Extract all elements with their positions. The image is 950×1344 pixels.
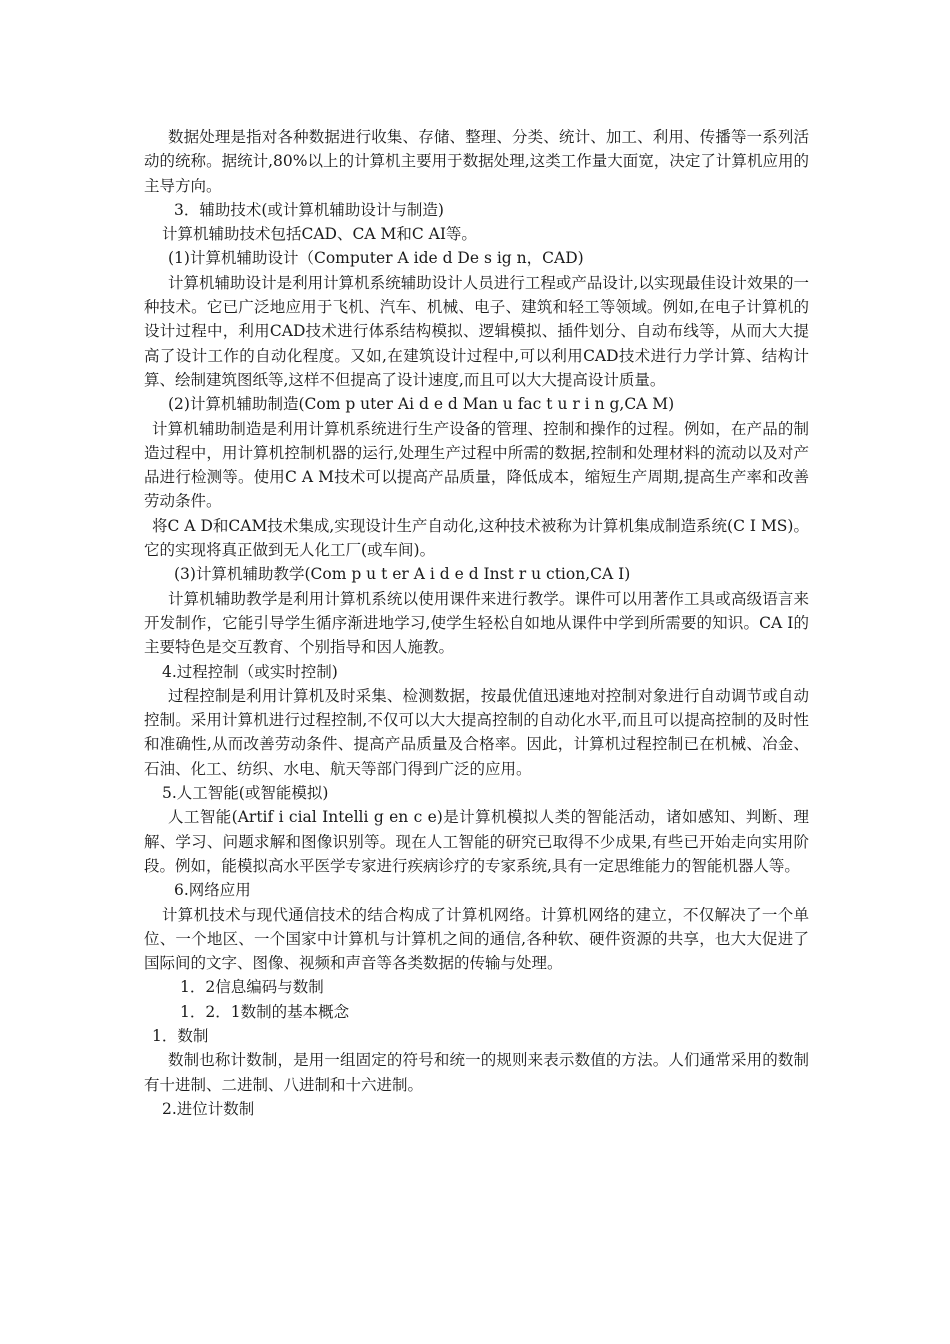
paragraph: 计算机辅助设计是利用计算机系统辅助设计人员进行工程或产品设计,以实现最佳设计效果的一种技术。它已广泛地应用于飞机、汽车、机械、电子、建筑和轻工等领域。例如,在电子计算机的设计过程中，利用CAD技术进行体系结构模拟、逻辑模拟、插件划分、自动布线等，从而大大提高了设计工作的自动化程度。又如,在建筑设计过程中,可以利用CAD技术进行力学计算、结构计算、绘制建筑图纸等,这样不但提高了设计速度,而且可以大大提高设计质量。: [144, 273, 809, 389]
paragraph: 过程控制是利用计算机及时采集、检测数据，按最优值迅速地对控制对象进行自动调节或自动控制。采用计算机进行过程控制,不仅可以大大提高控制的自动化水平,而且可以提高控制的及时性和准确性,从而改善劳动条件、提高产品质量及合格率。因此，计算机过程控制已在机械、冶金、石油、化工、纺织、水电、航天等部门得到广泛的应用。: [144, 686, 809, 778]
paragraph: 6.网络应用: [174, 881, 251, 900]
paragraph: 计算机辅助教学是利用计算机系统以使用课件来进行教学。课件可以用著作工具或高级语言来开发制作，它能引导学生循序渐进地学习,使学生轻松自如地从课件中学到所需要的知识。CA I的主要特色是交互教育、个别指导和因人施教。: [144, 589, 809, 657]
paragraph: (3)计算机辅助教学(Com p u t er A i d e d Inst r u ction,CA I): [174, 565, 631, 584]
paragraph: 2.进位计数制: [162, 1099, 255, 1118]
paragraph: 将C A D和CAM技术集成,实现设计生产自动化,这种技术被称为计算机集成制造系统(C I MS)。它的实现将真正做到无人化工厂(或车间)。: [144, 516, 809, 560]
paragraph: 5.人工智能(或智能模拟): [162, 784, 329, 803]
paragraph: 数制也称计数制，是用一组固定的符号和统一的规则来表示数值的方法。人们通常采用的数制有十进制、二进制、八进制和十六进制。: [144, 1051, 809, 1094]
paragraph: 3．辅助技术(或计算机辅助设计与制造): [174, 200, 444, 219]
paragraph: 计算机辅助制造是利用计算机系统进行生产设备的管理、控制和操作的过程。例如，在产品的制造过程中，用计算机控制机器的运行,处理生产过程中所需的数据,控制和处理材料的流动以及对产品进行检测等。使用C A M技术可以提高产品质量，降低成本，缩短生产周期,提高生产率和改善劳动条件。: [144, 419, 809, 511]
paragraph: 计算机技术与现代通信技术的结合构成了计算机网络。计算机网络的建立，不仅解决了一个单位、一个地区、一个国家中计算机与计算机之间的通信,各种软、硬件资源的共享，也大大促进了国际间的文字、图像、视频和声音等各类数据的传输与处理。: [144, 905, 809, 973]
document-body: [144, 125, 809, 1121]
paragraph: 计算机辅助技术包括CAD、CA M和C AI等。: [162, 225, 477, 244]
paragraph: 1．2信息编码与数制: [180, 978, 324, 997]
paragraph: (1)计算机辅助设计（Computer A ide d De s ig n，CAD): [168, 249, 584, 268]
paragraph: 1．2．1数制的基本概念: [180, 1002, 350, 1021]
paragraph: (2)计算机辅助制造(Com p uter Ai d e d Man u fac t u r i n g,CA M): [168, 395, 675, 414]
paragraph: 人工智能(Artif i cial Intelli g en c e)是计算机模拟人类的智能活动，诸如感知、判断、理解、学习、问题求解和图像识别等。现在人工智能的研究已取得不少成果,有些已开始走向实用阶段。例如，能模拟高水平医学专家进行疾病诊疗的专家系统,具有一定思维能力的智能机器人等。: [144, 808, 809, 875]
paragraph: 4.过程控制（或实时控制): [162, 662, 338, 681]
paragraph: 数据处理是指对各种数据进行收集、存储、整理、分类、统计、加工、利用、传播等一系列活动的统称。据统计,80%以上的计算机主要用于数据处理,这类工作量大面宽，决定了计算机应用的主导方向。: [144, 128, 809, 195]
paragraph: 1．数制: [152, 1026, 209, 1045]
